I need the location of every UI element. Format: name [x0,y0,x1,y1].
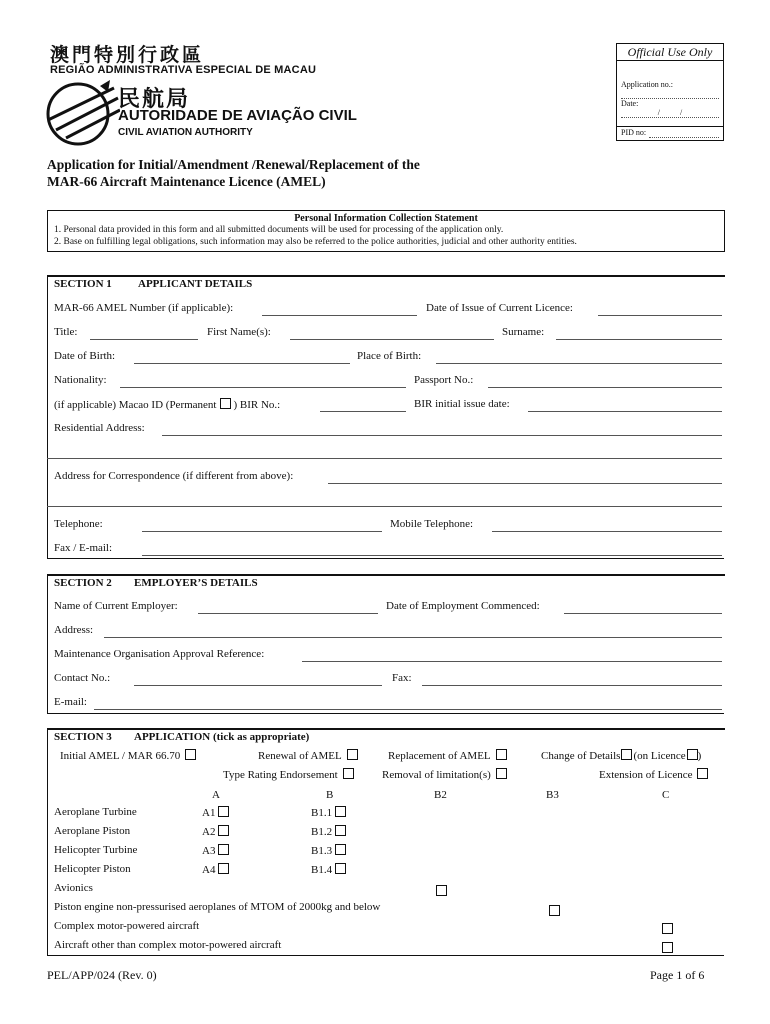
macao-id-label: (if applicable) Macao ID (Permanent [54,399,217,411]
mobile-field[interactable] [492,531,722,532]
col-header-a: A [212,789,220,801]
residential-label: Residential Address: [54,422,145,434]
contact-field[interactable] [134,685,382,686]
title-field[interactable] [90,339,198,340]
section3-number: SECTION 3 [54,731,112,743]
category-b11[interactable] [311,806,346,819]
replacement-option[interactable] [388,749,507,762]
avionics-label: Avionics [54,882,93,894]
section2-title: EMPLOYER’S DETAILS [134,577,258,589]
col-header-b3: B3 [546,789,559,801]
employer-address-label: Address: [54,624,94,636]
type-rating-checkbox[interactable] [343,768,354,779]
category-a2-label: A2 [202,826,216,838]
statement-title: Personal Information Collection Statement [294,213,478,224]
extension-option[interactable] [599,768,708,781]
category-b14-label: B1.4 [311,864,333,876]
first-name-field[interactable] [290,339,494,340]
col-header-b: B [326,789,334,801]
col-header-b2: B2 [434,789,447,801]
a1-checkbox[interactable] [218,806,229,817]
category-b14[interactable] [311,863,346,876]
employer-address-field[interactable] [104,637,722,638]
employer-field[interactable] [198,613,378,614]
employer-email-label: E-mail: [54,696,87,708]
category-b11-label: B1.1 [311,807,333,819]
category-label: Aeroplane Piston [54,825,131,837]
complex-aircraft-label: Complex motor-powered aircraft [54,920,200,932]
change-details-label: Change of Details [541,750,621,762]
c-other-checkbox[interactable] [662,942,673,953]
category-b13-label: B1.3 [311,845,333,857]
approval-ref-field[interactable] [302,661,722,662]
correspondence-field-2[interactable] [47,506,722,507]
on-licence-label: (on Licence [633,750,686,762]
section1-border-left [47,291,48,559]
passport-label: Passport No.: [414,374,474,386]
section3-header [47,728,725,744]
dob-field[interactable] [134,363,350,364]
change-close-paren: ) [697,750,702,762]
b11-checkbox[interactable] [335,806,346,817]
initial-amel-label: Initial AMEL / MAR 66.70 [60,750,181,762]
contact-label: Contact No.: [54,672,111,684]
category-label: Helicopter Turbine [54,844,138,856]
privacy-statement [47,210,725,252]
employer-label: Name of Current Employer: [54,600,178,612]
authority-chinese: 民航局 [118,86,191,111]
date-label: Date: [621,99,639,108]
amel-number-label: MAR-66 AMEL Number (if applicable): [54,302,234,314]
on-licence-checkbox[interactable] [687,749,698,760]
caa-logo [44,80,120,148]
b14-checkbox[interactable] [335,863,346,874]
form-title-line1: Application for Initial/Amendment /Renewal/Replacement of the [47,157,420,172]
dob-label: Date of Birth: [54,350,116,362]
statement-line1: 1. Personal data provided in this form and all submitted documents will be used for processing of the application only. [54,225,504,235]
b12-checkbox[interactable] [335,825,346,836]
col-header-c: C [662,789,670,801]
category-row [54,863,131,875]
pob-label: Place of Birth: [357,350,422,362]
category-b13[interactable] [311,844,346,857]
authority-portuguese: AUTORIDADE DE AVIAÇÃO CIVIL [118,107,357,124]
section1-number: SECTION 1 [54,278,112,290]
extension-checkbox[interactable] [697,768,708,779]
a3-checkbox[interactable] [218,844,229,855]
category-a2[interactable] [202,825,229,838]
employment-date-field[interactable] [564,613,722,614]
other-aircraft-label: Aircraft other than complex motor-powered aircraft [54,939,282,951]
section1-header [47,275,725,293]
bir-date-label: BIR initial issue date: [414,398,510,410]
mobile-label: Mobile Telephone: [390,518,474,530]
section2-number: SECTION 2 [54,577,112,589]
statement-line2: 2. Base on fulfilling legal obligations, such information may also be referred to the police authorities, judicial and other authority entities. [54,237,577,247]
nationality-label: Nationality: [54,374,107,386]
renewal-label: Renewal of AMEL [258,750,342,762]
replacement-checkbox[interactable] [496,749,507,760]
correspondence-field-1[interactable] [328,483,722,484]
nationality-field[interactable] [120,387,406,388]
official-use-title: Official Use Only [627,45,713,59]
section3-border-left [47,742,48,956]
removal-label: Removal of limitation(s) [382,769,491,781]
category-row [54,844,137,856]
form-title-line2: MAR-66 Aircraft Maintenance Licence (AMEL) [47,174,326,189]
employment-date-label: Date of Employment Commenced: [386,600,540,612]
change-details-option[interactable] [541,749,701,762]
category-label: Helicopter Piston [54,863,131,875]
removal-option[interactable] [382,768,507,781]
fax-email-label: Fax / E-mail: [54,542,113,554]
permanent-checkbox[interactable] [220,398,231,409]
title-label: Title: [54,326,78,338]
b2-avionics-checkbox[interactable] [436,885,447,896]
employer-fax-field[interactable] [422,685,722,686]
renewal-option[interactable] [258,749,358,762]
piston-engine-label: Piston engine non-pressurised aeroplanes of MTOM of 2000kg and below [54,901,381,913]
change-details-checkbox[interactable] [621,749,632,760]
replacement-label: Replacement of AMEL [388,750,491,762]
category-row [54,825,130,837]
category-b12-label: B1.2 [311,826,333,838]
telephone-field[interactable] [142,531,382,532]
telephone-label: Telephone: [54,518,103,530]
category-b12[interactable] [311,825,346,838]
category-a1-label: A1 [202,807,216,819]
c-complex-checkbox[interactable] [662,923,673,934]
category-a1[interactable] [202,806,229,819]
residential-field-2[interactable] [47,458,722,459]
employer-email-field[interactable] [94,709,722,710]
extension-label: Extension of Licence [599,769,693,781]
b3-piston-checkbox[interactable] [549,905,560,916]
bir-date-field[interactable] [528,411,722,412]
removal-checkbox[interactable] [496,768,507,779]
initial-amel-checkbox[interactable] [185,749,196,760]
region-chinese: 澳門特別行政區 [50,45,205,66]
approval-ref-label: Maintenance Organisation Approval Reference: [54,648,265,660]
category-label: Aeroplane Turbine [54,806,137,818]
form-reference: PEL/APP/024 (Rev. 0) [47,968,157,982]
surname-label: Surname: [502,326,545,338]
pob-field[interactable] [436,363,722,364]
date-field[interactable]: / / [621,108,719,118]
page-number: Page 1 of 6 [650,968,705,982]
a4-checkbox[interactable] [218,863,229,874]
correspondence-label: Address for Correspondence (if different from above): [54,470,294,482]
a2-checkbox[interactable] [218,825,229,836]
macao-id-row [54,398,280,411]
employer-fax-label: Fax: [392,672,412,684]
type-rating-option[interactable] [223,768,354,781]
type-rating-label: Type Rating Endorsement [223,769,338,781]
pid-field[interactable] [649,137,719,138]
category-a4-label: A4 [202,864,216,876]
section3-title: APPLICATION (tick as appropriate) [134,731,310,743]
amel-number-field[interactable] [262,315,417,316]
b13-checkbox[interactable] [335,844,346,855]
section1-title: APPLICANT DETAILS [138,278,253,290]
passport-field[interactable] [488,387,722,388]
bir-no-label: ) BIR No.: [233,399,281,411]
renewal-checkbox[interactable] [347,749,358,760]
bir-no-field[interactable] [320,411,406,412]
category-a3[interactable] [202,844,229,857]
issue-date-label: Date of Issue of Current Licence: [426,302,573,314]
authority-english: CIVIL AVIATION AUTHORITY [118,127,253,138]
category-a3-label: A3 [202,845,216,857]
fax-email-field[interactable] [142,555,722,556]
first-name-label: First Name(s): [207,326,271,338]
application-no-label: Application no.: [621,80,673,89]
official-use-box [616,43,724,141]
region-portuguese: REGIÃO ADMINISTRATIVA ESPECIAL DE MACAU [50,64,317,76]
residential-field-1[interactable] [162,435,722,436]
surname-field[interactable] [556,339,722,340]
section2-border-left [47,590,48,714]
category-row [54,806,137,818]
issue-date-field[interactable] [598,315,722,316]
section2-header [47,574,725,592]
pid-label: PID no: [621,128,647,137]
category-a4[interactable] [202,863,229,876]
initial-amel-option[interactable] [60,749,196,762]
